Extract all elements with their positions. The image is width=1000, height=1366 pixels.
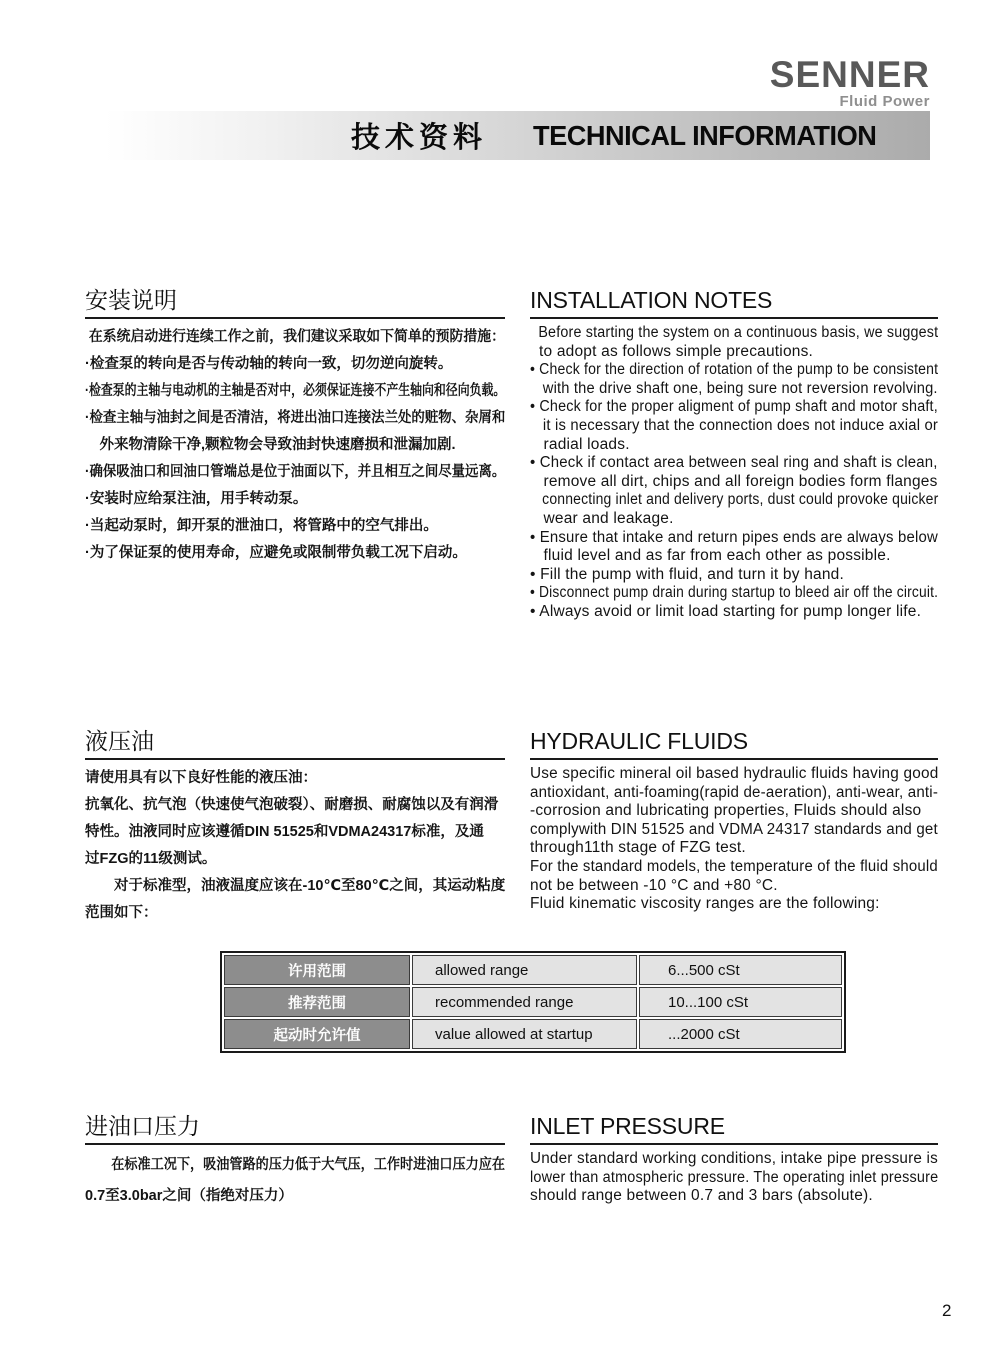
- text-line: • Disconnect pump drain during startup to bleed air off the circuit.: [530, 584, 939, 602]
- section-heading: INLET PRESSURE: [530, 1113, 938, 1145]
- text-line: For the standard models, the temperature of the fluid should: [530, 857, 938, 875]
- text-line: Use specific mineral oil based hydraulic fluids having good: [530, 765, 939, 782]
- table-row: [224, 1019, 842, 1049]
- text-line: 在标准工况下，吸油管路的压力低于大气压，工作时进油口压力应在: [85, 1157, 505, 1173]
- section-body: [530, 765, 938, 914]
- title-bar: [105, 111, 930, 160]
- table-cell-label-cn: 推荐范围: [224, 987, 410, 1017]
- text-line: with the drive shaft one, being sure not reversion revolving.: [530, 379, 938, 397]
- text-line: 范围如下：: [85, 905, 158, 921]
- brand-name: SENNER: [769, 54, 930, 95]
- text-line: • Fill the pump with fluid, and turn it by hand.: [530, 565, 844, 583]
- text-line: • Always avoid or limit load starting for pump longer life.: [530, 602, 922, 620]
- section-heading: HYDRAULIC FLUIDS: [530, 728, 938, 760]
- section-body: [530, 1150, 938, 1206]
- text-line: • Check if contact area between seal ring and shaft is clean,: [530, 454, 938, 472]
- table-cell-value: ...2000 cSt: [639, 1019, 842, 1049]
- text-line: ·安装时应给泵注油，用手转动泵。: [85, 491, 308, 507]
- text-line: ·检查主轴与油封之间是否清洁，将进出油口连接法兰处的赃物、杂屑和: [85, 410, 506, 426]
- section-heading: 液压油: [85, 728, 505, 760]
- text-line: • Check for the direction of rotation of the pump to be consistent: [530, 361, 939, 379]
- logo: [769, 54, 930, 110]
- table-row: [224, 955, 842, 985]
- table-cell-label-en: allowed range: [412, 955, 637, 985]
- table-cell-value: 6...500 cSt: [639, 955, 842, 985]
- table-cell-label-en: value allowed at startup: [412, 1019, 637, 1049]
- section-installation-notes-en: [530, 287, 938, 622]
- text-line: • Ensure that intake and return pipes ends are always below: [530, 528, 938, 546]
- text-line: connecting inlet and delivery ports, dust could provoke quicker: [530, 491, 939, 509]
- text-line: • Check for the proper aligment of pump shaft and motor shaft,: [530, 398, 938, 416]
- text-line: -corrosion and lubricating properties, Fluids should also: [530, 802, 922, 820]
- text-line: not be between -10 °C and +80 °C.: [530, 876, 778, 894]
- text-line: ·当起动泵时，卸开泵的泄油口，将管路中的空气排出。: [85, 518, 438, 534]
- section-inlet-pressure-en: [530, 1113, 938, 1206]
- text-line: complywith DIN 51525 and VDMA 24317 standards and get: [530, 820, 938, 838]
- text-line: radial loads.: [530, 435, 630, 453]
- text-line: through11th stage of FZG test.: [530, 839, 746, 857]
- table-cell-label-cn: 许用范围: [224, 955, 410, 985]
- text-line: Fluid kinematic viscosity ranges are the following:: [530, 895, 880, 913]
- text-line: lower than atmospheric pressure. The operating inlet pressure: [530, 1168, 939, 1186]
- text-line: wear and leakage.: [530, 509, 674, 527]
- table-row: [224, 987, 842, 1017]
- text-line: ·检查泵的转向是否与传动轴的转向一致，切勿逆向旋转。: [85, 356, 453, 372]
- text-line: fluid level and as far from each other as possible.: [530, 547, 891, 565]
- text-line: 请使用具有以下良好性能的液压油：: [85, 770, 317, 786]
- section-body: [85, 324, 505, 567]
- text-line: 在系统启动进行连续工作之前，我们建议采取如下简单的预防措施：: [85, 329, 506, 345]
- text-line: 对于标准型，油液温度应该在-10℃至80℃之间，其运动粘度: [85, 878, 506, 894]
- text-line: 抗氧化、抗气泡（快速使气泡破裂）、耐磨损、耐腐蚀以及有润滑: [85, 797, 499, 813]
- page-number: 2: [942, 1301, 952, 1320]
- text-line: antioxidant, anti-foaming(rapid de-aeration), anti-wear, anti-: [530, 783, 939, 801]
- text-line: Before starting the system on a continuous basis, we suggest: [530, 324, 939, 341]
- section-installation-notes-cn: [85, 287, 505, 567]
- section-body: [530, 324, 938, 622]
- text-line: 特性。油液同时应该遵循DIN 51525和VDMA24317标准，及通: [85, 824, 484, 840]
- text-line: 0.7至3.0bar之间（指绝对压力）: [85, 1188, 293, 1204]
- text-line: it is necessary that the connection does not induce axial or: [530, 416, 939, 434]
- section-body: [85, 765, 505, 927]
- viscosity-table: [220, 951, 846, 1053]
- section-body: [85, 1150, 505, 1212]
- text-line: 外来物清除干净,颗粒物会导致油封快速磨损和泄漏加剧.: [85, 437, 456, 453]
- table-cell-value: 10...100 cSt: [639, 987, 842, 1017]
- section-heading: INSTALLATION NOTES: [530, 287, 938, 319]
- text-line: ·为了保证泵的使用寿命，应避免或限制带负载工况下启动。: [85, 545, 467, 561]
- text-line: ·检查泵的主轴与电动机的主轴是否对中，必须保证连接不产生轴向和径向负载。: [85, 383, 506, 399]
- section-heading: 安装说明: [85, 287, 505, 319]
- page-title-en: TECHNICAL INFORMATION: [533, 119, 877, 151]
- text-line: Under standard working conditions, intake pipe pressure is: [530, 1150, 938, 1167]
- table-cell-label-en: recommended range: [412, 987, 637, 1017]
- text-line: remove all dirt, chips and all foreign bodies form flanges: [530, 472, 938, 490]
- section-inlet-pressure-cn: [85, 1113, 505, 1212]
- section-hydraulic-fluids-cn: [85, 728, 505, 927]
- text-line: should range between 0.7 and 3 bars (absolute).: [530, 1187, 873, 1205]
- text-line: 过FZG的11级测试。: [85, 851, 217, 867]
- section-hydraulic-fluids-en: [530, 728, 938, 914]
- text-line: ·确保吸油口和回油口管端总是位于油面以下，并且相互之间尽量远离。: [85, 464, 506, 480]
- table-cell-label-cn: 起动时允许值: [224, 1019, 410, 1049]
- brand-tagline: Fluid Power: [839, 93, 930, 110]
- page-title-cn: 技术资料: [351, 122, 488, 154]
- section-heading: 进油口压力: [85, 1113, 505, 1145]
- text-line: to adopt as follows simple precautions.: [530, 342, 814, 360]
